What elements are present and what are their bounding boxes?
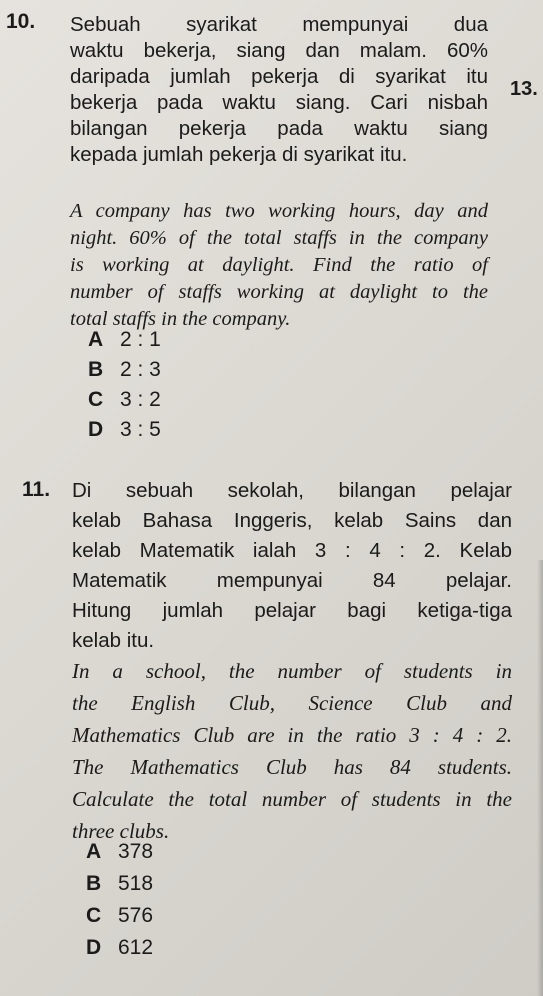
option-text: 378: [118, 840, 154, 863]
text-line: kelab Matematik ialah 3 : 4 : 2. Kelab: [72, 539, 512, 562]
text-line: waktu bekerja, siang dan malam. 60%: [70, 39, 488, 62]
question-malay-text: [70, 12, 488, 168]
answer-option[interactable]: [88, 328, 161, 352]
question-english-text: [70, 198, 488, 333]
option-label: A: [88, 328, 104, 351]
option-text: 518: [118, 872, 154, 895]
option-label: C: [86, 904, 102, 927]
question-number: 11.: [22, 478, 51, 501]
text-line: Calculate the total number of students in the: [72, 787, 512, 811]
answer-option[interactable]: [88, 358, 161, 382]
text-line: Di sebuah sekolah, bilangan pelajar: [72, 479, 512, 502]
answer-option[interactable]: [86, 840, 153, 864]
option-text: 576: [118, 904, 154, 927]
text-line: is working at daylight. Find the ratio of: [70, 254, 488, 276]
answer-option[interactable]: [88, 388, 161, 412]
text-line: Matematik mempunyai 84 pelajar.: [72, 569, 512, 592]
question-number: 13.: [510, 78, 538, 100]
option-label: C: [88, 388, 104, 411]
option-label: B: [86, 872, 102, 895]
option-text: 612: [118, 936, 154, 959]
text-line: night. 60% of the total staffs in the company: [70, 227, 488, 249]
answer-option[interactable]: [86, 936, 153, 960]
text-line: total staffs in the company.: [70, 308, 291, 330]
text-line: bilangan pekerja pada waktu siang: [70, 117, 488, 140]
answer-option[interactable]: [86, 872, 153, 896]
text-line: kelab itu.: [72, 629, 155, 652]
answer-option[interactable]: [88, 418, 161, 442]
question-malay-text: [72, 476, 512, 656]
text-line: kepada jumlah pekerja di syarikat itu.: [70, 143, 408, 166]
text-line: In a school, the number of students in: [72, 659, 512, 683]
text-line: The Mathematics Club has 84 students.: [72, 755, 512, 779]
text-line: Hitung jumlah pelajar bagi ketiga-tiga: [72, 599, 512, 622]
text-line: three clubs.: [72, 819, 170, 843]
text-line: the English Club, Science Club and: [72, 691, 512, 715]
option-text: 3 : 2: [120, 388, 161, 411]
text-line: A company has two working hours, day and: [70, 200, 488, 222]
page-fold-shadow: [537, 560, 543, 996]
text-line: Mathematics Club are in the ratio 3 : 4 : 2.: [72, 723, 512, 747]
option-label: D: [86, 936, 102, 959]
question-number: 10.: [6, 10, 36, 33]
option-label: D: [88, 418, 104, 441]
text-line: daripada jumlah pekerja di syarikat itu: [70, 65, 488, 88]
text-line: number of staffs working at daylight to the: [70, 281, 488, 303]
text-line: kelab Bahasa Inggeris, kelab Sains dan: [72, 509, 512, 532]
answer-option[interactable]: [86, 904, 153, 928]
question-english-text: [72, 655, 512, 847]
text-line: bekerja pada waktu siang. Cari nisbah: [70, 91, 488, 114]
option-text: 3 : 5: [120, 418, 161, 441]
option-label: A: [86, 840, 102, 863]
option-label: B: [88, 358, 104, 381]
text-line: Sebuah syarikat mempunyai dua: [70, 13, 488, 36]
option-text: 2 : 1: [120, 328, 161, 351]
option-text: 2 : 3: [120, 358, 161, 381]
